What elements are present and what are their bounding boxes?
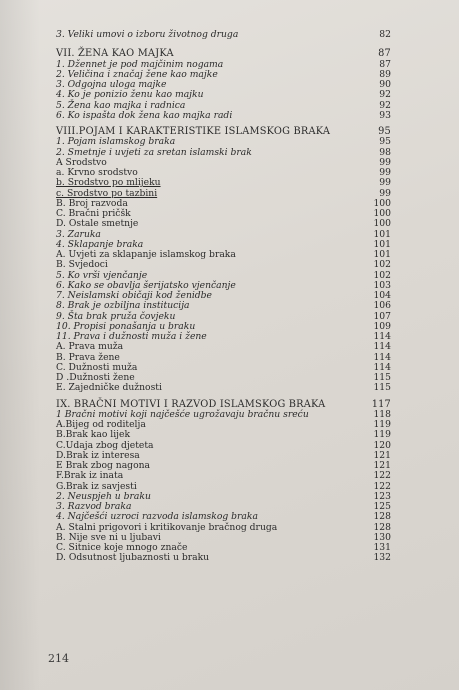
entry-page: 128: [373, 521, 391, 533]
entry-title: D. Odsutnost ljubaznosti u braku: [56, 552, 210, 564]
entry-page: 125: [373, 501, 391, 512]
entry-page: 114: [373, 351, 391, 363]
toc-entry: [56, 29, 391, 40]
entry-title: E Brak zbog nagona: [56, 460, 150, 471]
entry-title: c. Srodstvo po tazbini: [56, 187, 158, 199]
entry-title: 4. Najčešći uzroci razvoda islamskog braka: [56, 511, 258, 523]
entry-title: 3. Razvod braka: [56, 501, 132, 512]
entry-title: 1. Džennet je pod majčinim nogama: [56, 58, 224, 70]
entry-title: C. Bračni pričšk: [56, 208, 131, 219]
entry-title: B. Prava žene: [56, 351, 120, 363]
entry-title: 10. Propisi ponašanja u braku: [56, 320, 196, 332]
entry-page: 103: [373, 279, 391, 291]
entry-page: 132: [373, 552, 391, 564]
entry-page: 128: [373, 511, 391, 523]
entry-page: 99: [379, 167, 391, 178]
entry-page: 114: [373, 341, 391, 353]
entry-title: B. Svjedoci: [56, 259, 108, 271]
entry-page: 87: [379, 58, 391, 70]
entry-page: 100: [373, 197, 391, 209]
entry-page: 120: [373, 439, 391, 451]
toc-entry: [56, 470, 391, 482]
entry-page: 130: [373, 531, 391, 543]
entry-title: 3. Odgojna uloga majke: [56, 79, 167, 90]
entry-title: A. Prava muža: [56, 341, 124, 353]
toc-entry: [56, 429, 391, 441]
entry-page: 87: [378, 48, 391, 60]
entry-title: 2. Veličina i značaj žene kao majke: [56, 68, 218, 80]
entry-title: 4. Ko je ponizio ženu kao majku: [56, 89, 204, 101]
entry-title: 6. Ko ispašta dok žena kao majka radi: [56, 109, 233, 121]
entry-page: 100: [373, 208, 391, 219]
entry-title: A. Uvjeti za sklapanje islamskog braka: [56, 249, 236, 260]
entry-title: A.Bijeg od roditelja: [56, 419, 146, 430]
entry-page: 82: [379, 29, 391, 40]
entry-title: 1. Pojam islamskog braka: [56, 136, 176, 148]
toc-entry: [56, 136, 391, 148]
entry-page: 109: [373, 320, 391, 332]
toc-entry: [56, 511, 391, 523]
entry-title: 5. Ko vrši vjenčanje: [56, 269, 148, 281]
entry-page: 90: [379, 79, 391, 90]
entry-page: 123: [373, 490, 391, 502]
entry-page: 121: [373, 449, 391, 461]
entry-page: 92: [379, 89, 391, 101]
entry-page: 115: [373, 372, 391, 383]
entry-page: 122: [373, 470, 391, 482]
entry-title: C. Dužnosti muža: [56, 361, 138, 373]
entry-page: 102: [373, 269, 391, 281]
toc-entry: [56, 300, 391, 312]
page-shadow: [0, 0, 40, 690]
entry-title: 2. Smetnje i uvjeti za sretan islamski brak: [56, 146, 252, 158]
toc-entry: [56, 259, 391, 271]
entry-page: 99: [379, 187, 391, 199]
entry-title: VIII.POJAM I KARAKTERISTIKE ISLAMSKOG BRAKA: [56, 126, 331, 137]
entry-title: 3. Zaruka: [56, 228, 101, 240]
toc-entry: [56, 552, 391, 564]
entry-page: 101: [373, 238, 391, 250]
entry-title: 9. Šta brak pruža čovjeku: [56, 310, 176, 322]
entry-page: 117: [371, 398, 391, 410]
entry-page: 98: [379, 146, 391, 158]
entry-page: 122: [373, 480, 391, 492]
entry-title: 2. Neuspjeh u braku: [56, 490, 151, 502]
entry-title: 1 Bračni motivi koji najčešće ugrožavaju bračnu sreću: [56, 408, 309, 420]
entry-page: 107: [373, 310, 391, 322]
entry-title: D .Dužnosti žene: [56, 372, 135, 383]
entry-title: D.Brak iz interesa: [56, 449, 140, 461]
entry-title: a. Krvno srodstvo: [56, 167, 138, 178]
entry-title: 3. Veliki umovi o izboru životnog druga: [56, 29, 239, 40]
entry-title: G.Brak iz savjesti: [56, 480, 137, 492]
entry-page: 92: [379, 99, 391, 111]
entry-page: 104: [373, 290, 391, 301]
entry-title: A Srodstvo: [56, 156, 107, 168]
entry-page: 115: [373, 382, 391, 394]
entry-title: B. Nije sve ni u ljubavi: [56, 531, 161, 543]
entry-title: 8. Brak je ozbiljna institucija: [56, 300, 190, 312]
entry-title: 6. Kako se obavlja šerijatsko vjenčanje: [56, 279, 236, 291]
entry-page: 100: [373, 218, 391, 230]
entry-title: b. Srodstvo po mlijeku: [56, 177, 161, 189]
entry-page: 121: [373, 460, 391, 471]
entry-page: 89: [379, 68, 391, 80]
entry-title: F.Brak iz inata: [56, 470, 124, 482]
toc-entry: [56, 341, 391, 353]
entry-page: 99: [379, 177, 391, 189]
entry-page: 101: [373, 249, 391, 260]
entry-title: 4. Sklapanje braka: [56, 238, 144, 250]
entry-page: 99: [379, 156, 391, 168]
entry-title: 11. Prava i dužnosti muža i žene: [56, 331, 207, 342]
entry-title: E. Zajedničke dužnosti: [56, 382, 162, 394]
toc-entry: [56, 177, 391, 189]
entry-title: 7. Neislamski običaji kod ženidbe: [56, 290, 212, 301]
entry-page: 95: [378, 126, 391, 137]
entry-title: C. Sitnice koje mnogo znače: [56, 542, 188, 553]
toc-entry: [56, 218, 391, 230]
page-number: 214: [48, 652, 69, 665]
entry-title: B. Broj razvoda: [56, 197, 128, 209]
toc-entry: [56, 89, 391, 101]
table-of-contents: [56, 29, 391, 564]
entry-page: 114: [373, 361, 391, 373]
toc-entry: [56, 382, 391, 394]
entry-title: IX. BRAČNI MOTIVI I RAZVOD ISLAMSKOG BRAKA: [56, 398, 326, 410]
entry-page: 114: [373, 331, 391, 342]
entry-title: B.Brak kao lijek: [56, 429, 131, 441]
entry-title: C.Udaja zbog djeteta: [56, 439, 154, 451]
entry-page: 119: [373, 429, 391, 441]
chapter-heading: [56, 48, 391, 60]
entry-page: 102: [373, 259, 391, 271]
entry-page: 101: [373, 228, 391, 240]
entry-page: 119: [373, 419, 391, 430]
entry-title: D. Ostale smetnje: [56, 218, 139, 230]
entry-page: 118: [373, 408, 391, 420]
entry-page: 95: [379, 136, 391, 148]
entry-page: 106: [373, 300, 391, 312]
entry-title: VII. ŽENA KAO MAJKA: [56, 48, 174, 60]
entry-title: A. Stalni prigovori i kritikovanje bračnog druga: [56, 521, 278, 533]
entry-page: 131: [373, 542, 391, 553]
toc-entry: [56, 109, 391, 121]
entry-title: 5. Žena kao majka i radnica: [56, 99, 186, 111]
entry-page: 93: [379, 109, 391, 121]
